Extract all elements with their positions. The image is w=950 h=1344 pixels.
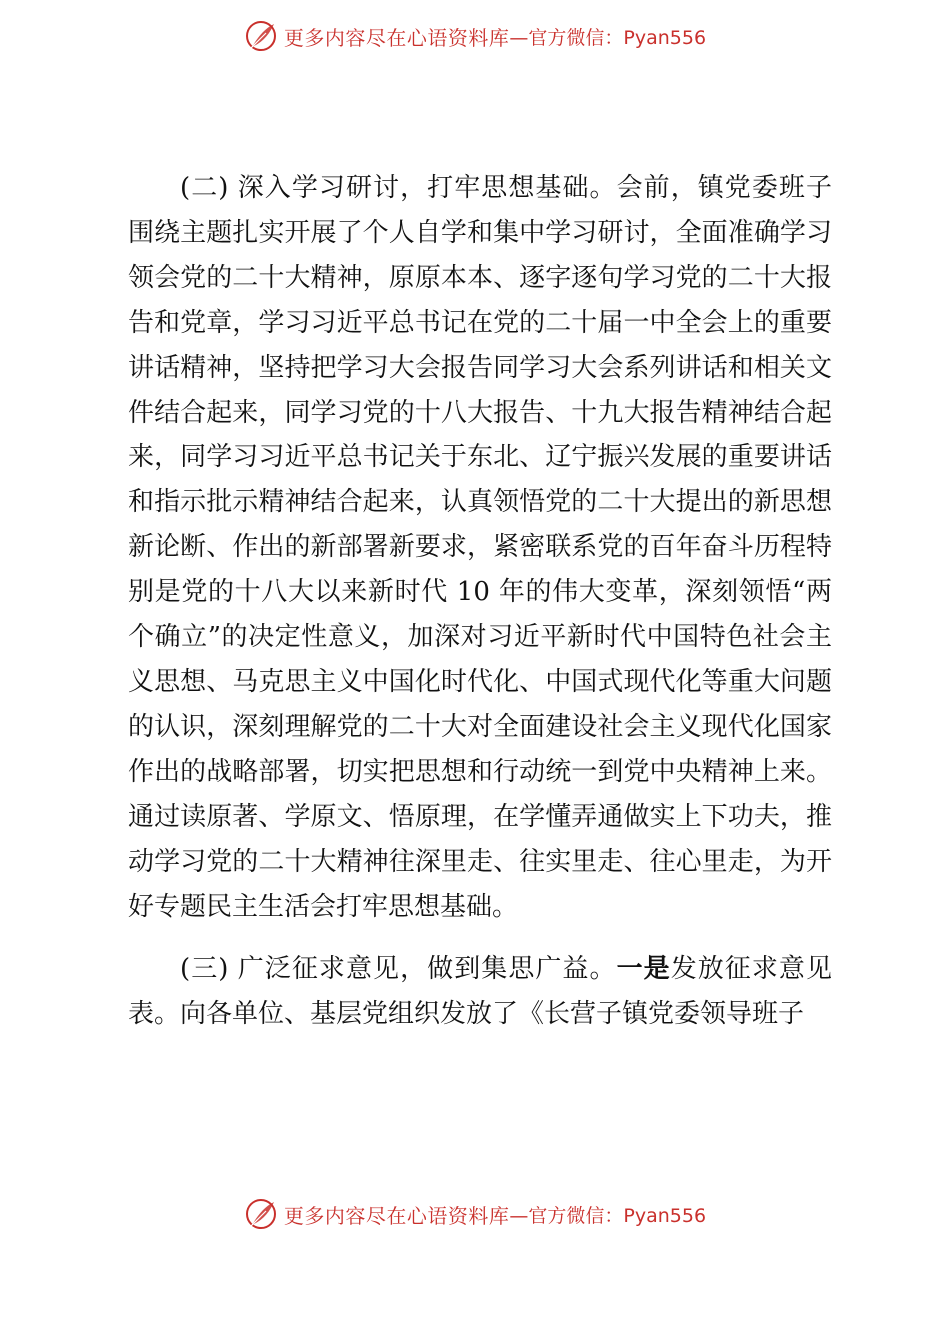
feather-logo-icon: [244, 19, 278, 53]
footer-banner: [0, 1194, 950, 1234]
header-banner-sub: —官方微信：Pyan556: [509, 26, 707, 49]
paragraph-opinions-bold: 一是: [616, 954, 671, 985]
paragraph-opinions-rest: 发放征求意见表。向各单位、基层党组织发放了《长营子镇党委领导班子: [128, 954, 832, 1030]
header-banner: [0, 16, 950, 56]
paragraph-study: (二) 深入学习研讨，打牢思想基础。会前，镇党委班子围绕主题扎实开展了个人自学和集中学习研讨，全面准确学习领会党的二十大精神，原原本本、逐字逐句学习党的二十大报告和党章，学习习近平总书记在党的二十届一中全会上的重要讲话精神，坚持把学习大会报告同学习大会系列讲话和相关文件结合起来，同学习党的十八大报告、十九大报告精神结合起来，同学习习近平总书记关于东北、辽宁振兴发展的重要讲话和指示批示精神结合起来，认真领悟党的二十大提出的新思想新论断、作出的新部署新要求，紧密联系党的百年奋斗历程特别是党的十八大以来新时代 10 年的伟大变革，深刻领悟“两个确立”的决定性意义，加深对习近平新时代中国特色社会主义思想、马克思主义中国化时代化、中国式现代化等重大问题的认识，深刻理解党的二十大对全面建设社会主义现代化国家作出的战略部署，切实把思想和行动统一到党中央精神上来。通过读原著、学原文、悟原理，在学懂弄通做实上下功夫，推动学习党的二十大精神往深里走、往实里走、往心里走，为开好专题民主生活会打牢思想基础。: [128, 173, 832, 922]
header-banner-text: 更多内容尽在心语资料库: [283, 25, 510, 50]
footer-banner-sub: —官方微信：Pyan556: [509, 1204, 707, 1227]
paragraph-opinions-start: (三) 广泛征求意见，做到集思广益。: [180, 954, 617, 985]
paragraph-opinions: [128, 947, 832, 1037]
document-body: [128, 166, 832, 1037]
footer-banner-text: 更多内容尽在心语资料库: [283, 1203, 510, 1228]
feather-logo-icon: [244, 1197, 278, 1231]
